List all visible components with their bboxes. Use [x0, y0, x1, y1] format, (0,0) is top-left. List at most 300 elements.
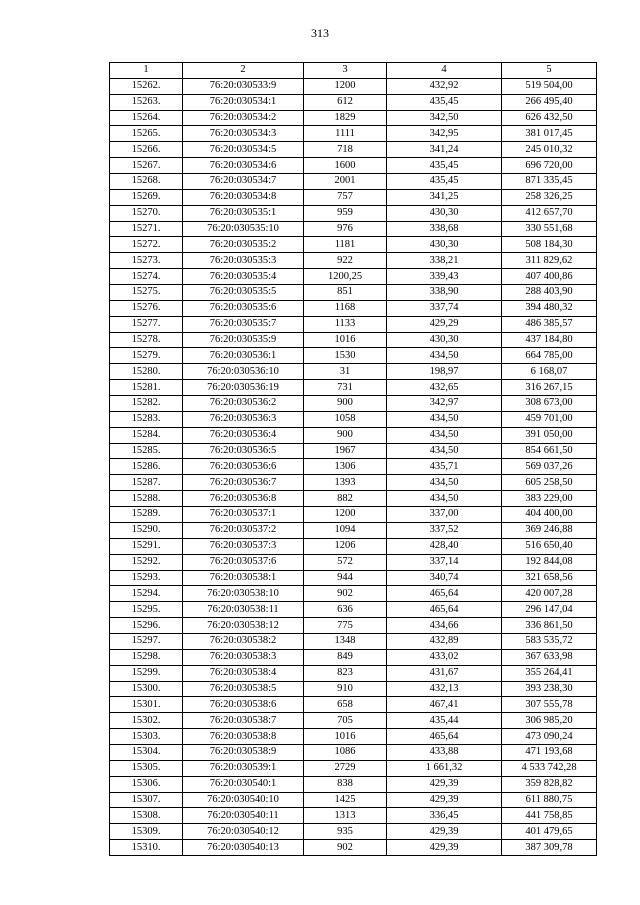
cadastral-number-cell: 76:20:030538:9 [183, 744, 304, 760]
area-cell: 1200,25 [304, 269, 387, 285]
area-cell: 976 [304, 221, 387, 237]
value-cell: 473 090,24 [502, 729, 597, 745]
value-cell: 459 701,00 [502, 411, 597, 427]
column-header-2: 2 [183, 63, 304, 79]
table-row [110, 94, 597, 110]
rate-cell: 434,50 [387, 348, 502, 364]
rate-cell: 338,68 [387, 221, 502, 237]
table-row [110, 78, 597, 94]
cadastral-number-cell: 76:20:030536:19 [183, 380, 304, 396]
area-cell: 1306 [304, 459, 387, 475]
row-number-cell: 15286. [110, 459, 183, 475]
row-number-cell: 15263. [110, 94, 183, 110]
table-row [110, 697, 597, 713]
cadastral-number-cell: 76:20:030538:3 [183, 649, 304, 665]
table-row [110, 522, 597, 538]
row-number-cell: 15287. [110, 475, 183, 491]
row-number-cell: 15271. [110, 221, 183, 237]
value-cell: 404 400,00 [502, 507, 597, 523]
value-cell: 420 007,28 [502, 586, 597, 602]
area-cell: 1348 [304, 633, 387, 649]
rate-cell: 337,14 [387, 554, 502, 570]
row-number-cell: 15277. [110, 316, 183, 332]
rate-cell: 434,50 [387, 443, 502, 459]
area-cell: 1600 [304, 158, 387, 174]
data-table [109, 62, 597, 856]
cadastral-number-cell: 76:20:030538:5 [183, 681, 304, 697]
area-cell: 705 [304, 713, 387, 729]
row-number-cell: 15293. [110, 570, 183, 586]
area-cell: 1200 [304, 507, 387, 523]
area-cell: 1181 [304, 237, 387, 253]
row-number-cell: 15276. [110, 300, 183, 316]
value-cell: 486 385,57 [502, 316, 597, 332]
area-cell: 1425 [304, 792, 387, 808]
value-cell: 367 633,98 [502, 649, 597, 665]
row-number-cell: 15278. [110, 332, 183, 348]
row-number-cell: 15305. [110, 760, 183, 776]
value-cell: 508 184,30 [502, 237, 597, 253]
table-row [110, 364, 597, 380]
rate-cell: 434,50 [387, 411, 502, 427]
value-cell: 471 193,68 [502, 744, 597, 760]
row-number-cell: 15268. [110, 174, 183, 190]
cadastral-number-cell: 76:20:030537:6 [183, 554, 304, 570]
rate-cell: 429,39 [387, 840, 502, 856]
row-number-cell: 15304. [110, 744, 183, 760]
value-cell: 307 555,78 [502, 697, 597, 713]
area-cell: 922 [304, 253, 387, 269]
table-row [110, 427, 597, 443]
rate-cell: 336,45 [387, 808, 502, 824]
table-row [110, 760, 597, 776]
table-row [110, 633, 597, 649]
value-cell: 192 844,08 [502, 554, 597, 570]
value-cell: 387 309,78 [502, 840, 597, 856]
rate-cell: 432,89 [387, 633, 502, 649]
rate-cell: 429,29 [387, 316, 502, 332]
row-number-cell: 15309. [110, 824, 183, 840]
table-row [110, 618, 597, 634]
cadastral-number-cell: 76:20:030534:2 [183, 110, 304, 126]
area-cell: 1094 [304, 522, 387, 538]
table-row [110, 713, 597, 729]
table-row [110, 649, 597, 665]
cadastral-number-cell: 76:20:030535:3 [183, 253, 304, 269]
cadastral-number-cell: 76:20:030535:4 [183, 269, 304, 285]
table-row [110, 205, 597, 221]
area-cell: 902 [304, 840, 387, 856]
rate-cell: 337,00 [387, 507, 502, 523]
area-cell: 902 [304, 586, 387, 602]
table-row [110, 554, 597, 570]
rate-cell: 432,65 [387, 380, 502, 396]
table-row [110, 221, 597, 237]
row-number-cell: 15282. [110, 396, 183, 412]
value-cell: 258 326,25 [502, 189, 597, 205]
cadastral-number-cell: 76:20:030535:7 [183, 316, 304, 332]
table-row [110, 475, 597, 491]
cadastral-number-cell: 76:20:030535:5 [183, 285, 304, 301]
cadastral-number-cell: 76:20:030534:6 [183, 158, 304, 174]
rate-cell: 198,97 [387, 364, 502, 380]
area-cell: 1206 [304, 538, 387, 554]
cadastral-number-cell: 76:20:030536:1 [183, 348, 304, 364]
area-cell: 775 [304, 618, 387, 634]
table-row [110, 237, 597, 253]
value-cell: 321 658,56 [502, 570, 597, 586]
cadastral-number-cell: 76:20:030536:5 [183, 443, 304, 459]
rate-cell: 429,39 [387, 792, 502, 808]
value-cell: 401 479,65 [502, 824, 597, 840]
row-number-cell: 15281. [110, 380, 183, 396]
value-cell: 316 267,15 [502, 380, 597, 396]
row-number-cell: 15300. [110, 681, 183, 697]
table-row [110, 459, 597, 475]
cadastral-number-cell: 76:20:030538:6 [183, 697, 304, 713]
value-cell: 381 017,45 [502, 126, 597, 142]
area-cell: 849 [304, 649, 387, 665]
table-row [110, 174, 597, 190]
cadastral-number-cell: 76:20:030540:12 [183, 824, 304, 840]
cadastral-number-cell: 76:20:030535:9 [183, 332, 304, 348]
cadastral-number-cell: 76:20:030535:6 [183, 300, 304, 316]
cadastral-number-cell: 76:20:030534:3 [183, 126, 304, 142]
area-cell: 1530 [304, 348, 387, 364]
area-cell: 1016 [304, 332, 387, 348]
table-row [110, 824, 597, 840]
row-number-cell: 15298. [110, 649, 183, 665]
area-cell: 572 [304, 554, 387, 570]
area-cell: 2001 [304, 174, 387, 190]
cadastral-number-cell: 76:20:030538:11 [183, 602, 304, 618]
cadastral-number-cell: 76:20:030538:10 [183, 586, 304, 602]
value-cell: 583 535,72 [502, 633, 597, 649]
value-cell: 516 650,40 [502, 538, 597, 554]
value-cell: 605 258,50 [502, 475, 597, 491]
row-number-cell: 15283. [110, 411, 183, 427]
page-number: 313 [311, 26, 329, 40]
column-header-3: 3 [304, 63, 387, 79]
table-row [110, 126, 597, 142]
area-cell: 1967 [304, 443, 387, 459]
cadastral-number-cell: 76:20:030538:2 [183, 633, 304, 649]
rate-cell: 435,45 [387, 94, 502, 110]
rate-cell: 434,50 [387, 427, 502, 443]
rate-cell: 432,13 [387, 681, 502, 697]
rate-cell: 341,25 [387, 189, 502, 205]
row-number-cell: 15310. [110, 840, 183, 856]
cadastral-number-cell: 76:20:030540:10 [183, 792, 304, 808]
cadastral-number-cell: 76:20:030533:9 [183, 78, 304, 94]
table-row [110, 253, 597, 269]
value-cell: 441 758,85 [502, 808, 597, 824]
row-number-cell: 15308. [110, 808, 183, 824]
cadastral-number-cell: 76:20:030536:3 [183, 411, 304, 427]
row-number-cell: 15280. [110, 364, 183, 380]
area-cell: 1829 [304, 110, 387, 126]
value-cell: 664 785,00 [502, 348, 597, 364]
cadastral-number-cell: 76:20:030536:7 [183, 475, 304, 491]
row-number-cell: 15262. [110, 78, 183, 94]
row-number-cell: 15306. [110, 776, 183, 792]
rate-cell: 338,21 [387, 253, 502, 269]
row-number-cell: 15273. [110, 253, 183, 269]
value-cell: 355 264,41 [502, 665, 597, 681]
cadastral-number-cell: 76:20:030538:7 [183, 713, 304, 729]
rate-cell: 432,92 [387, 78, 502, 94]
table-row [110, 269, 597, 285]
value-cell: 369 246,88 [502, 522, 597, 538]
table-row [110, 316, 597, 332]
cadastral-number-cell: 76:20:030538:8 [183, 729, 304, 745]
value-cell: 626 432,50 [502, 110, 597, 126]
row-number-cell: 15267. [110, 158, 183, 174]
rate-cell: 465,64 [387, 602, 502, 618]
area-cell: 1313 [304, 808, 387, 824]
table-row [110, 285, 597, 301]
table-row [110, 681, 597, 697]
value-cell: 311 829,62 [502, 253, 597, 269]
row-number-cell: 15290. [110, 522, 183, 538]
table-header-row [110, 63, 597, 79]
area-cell: 731 [304, 380, 387, 396]
rate-cell: 342,97 [387, 396, 502, 412]
value-cell: 871 335,45 [502, 174, 597, 190]
value-cell: 412 657,70 [502, 205, 597, 221]
rate-cell: 341,24 [387, 142, 502, 158]
value-cell: 6 168,07 [502, 364, 597, 380]
table-row [110, 110, 597, 126]
cadastral-number-cell: 76:20:030534:1 [183, 94, 304, 110]
area-cell: 612 [304, 94, 387, 110]
cadastral-number-cell: 76:20:030536:6 [183, 459, 304, 475]
rate-cell: 428,40 [387, 538, 502, 554]
table-row [110, 570, 597, 586]
area-cell: 1200 [304, 78, 387, 94]
rate-cell: 467,41 [387, 697, 502, 713]
area-cell: 1133 [304, 316, 387, 332]
row-number-cell: 15307. [110, 792, 183, 808]
rate-cell: 435,44 [387, 713, 502, 729]
table-row [110, 744, 597, 760]
table-row [110, 586, 597, 602]
table-row [110, 332, 597, 348]
cadastral-number-cell: 76:20:030536:4 [183, 427, 304, 443]
area-cell: 935 [304, 824, 387, 840]
rate-cell: 431,67 [387, 665, 502, 681]
area-cell: 1086 [304, 744, 387, 760]
cadastral-number-cell: 76:20:030537:2 [183, 522, 304, 538]
cadastral-number-cell: 76:20:030534:8 [183, 189, 304, 205]
table-row [110, 792, 597, 808]
rate-cell: 434,50 [387, 491, 502, 507]
column-header-4: 4 [387, 63, 502, 79]
row-number-cell: 15295. [110, 602, 183, 618]
area-cell: 838 [304, 776, 387, 792]
row-number-cell: 15299. [110, 665, 183, 681]
area-cell: 636 [304, 602, 387, 618]
row-number-cell: 15294. [110, 586, 183, 602]
value-cell: 308 673,00 [502, 396, 597, 412]
table-row [110, 300, 597, 316]
cadastral-number-cell: 76:20:030535:10 [183, 221, 304, 237]
column-header-1: 1 [110, 63, 183, 79]
row-number-cell: 15302. [110, 713, 183, 729]
area-cell: 959 [304, 205, 387, 221]
area-cell: 31 [304, 364, 387, 380]
area-cell: 1111 [304, 126, 387, 142]
table-row [110, 158, 597, 174]
value-cell: 4 533 742,28 [502, 760, 597, 776]
cadastral-number-cell: 76:20:030538:12 [183, 618, 304, 634]
rate-cell: 342,95 [387, 126, 502, 142]
area-cell: 658 [304, 697, 387, 713]
table-row [110, 491, 597, 507]
rate-cell: 465,64 [387, 729, 502, 745]
area-cell: 900 [304, 396, 387, 412]
area-cell: 1393 [304, 475, 387, 491]
row-number-cell: 15303. [110, 729, 183, 745]
table-row [110, 396, 597, 412]
value-cell: 854 661,50 [502, 443, 597, 459]
cadastral-number-cell: 76:20:030534:7 [183, 174, 304, 190]
rate-cell: 434,50 [387, 475, 502, 491]
value-cell: 696 720,00 [502, 158, 597, 174]
row-number-cell: 15292. [110, 554, 183, 570]
table-row [110, 840, 597, 856]
cadastral-number-cell: 76:20:030537:1 [183, 507, 304, 523]
area-cell: 910 [304, 681, 387, 697]
area-cell: 944 [304, 570, 387, 586]
table-row [110, 142, 597, 158]
row-number-cell: 15275. [110, 285, 183, 301]
value-cell: 306 985,20 [502, 713, 597, 729]
row-number-cell: 15301. [110, 697, 183, 713]
table-row [110, 411, 597, 427]
rate-cell: 430,30 [387, 332, 502, 348]
rate-cell: 1 661,32 [387, 760, 502, 776]
rate-cell: 465,64 [387, 586, 502, 602]
table-row [110, 380, 597, 396]
row-number-cell: 15279. [110, 348, 183, 364]
table-row [110, 808, 597, 824]
value-cell: 391 050,00 [502, 427, 597, 443]
value-cell: 266 495,40 [502, 94, 597, 110]
rate-cell: 435,45 [387, 158, 502, 174]
value-cell: 611 880,75 [502, 792, 597, 808]
cadastral-number-cell: 76:20:030535:2 [183, 237, 304, 253]
value-cell: 437 184,80 [502, 332, 597, 348]
table-row [110, 189, 597, 205]
cadastral-number-cell: 76:20:030540:11 [183, 808, 304, 824]
value-cell: 394 480,32 [502, 300, 597, 316]
value-cell: 359 828,82 [502, 776, 597, 792]
rate-cell: 339,43 [387, 269, 502, 285]
row-number-cell: 15288. [110, 491, 183, 507]
area-cell: 851 [304, 285, 387, 301]
area-cell: 900 [304, 427, 387, 443]
row-number-cell: 15296. [110, 618, 183, 634]
cadastral-number-cell: 76:20:030539:1 [183, 760, 304, 776]
value-cell: 288 403,90 [502, 285, 597, 301]
table-body [110, 78, 597, 855]
table-row [110, 776, 597, 792]
value-cell: 407 400,86 [502, 269, 597, 285]
rate-cell: 433,88 [387, 744, 502, 760]
value-cell: 383 229,00 [502, 491, 597, 507]
rate-cell: 433,02 [387, 649, 502, 665]
rate-cell: 430,30 [387, 237, 502, 253]
table-row [110, 348, 597, 364]
cadastral-number-cell: 76:20:030535:1 [183, 205, 304, 221]
rate-cell: 337,52 [387, 522, 502, 538]
cadastral-number-cell: 76:20:030536:8 [183, 491, 304, 507]
row-number-cell: 15264. [110, 110, 183, 126]
cadastral-number-cell: 76:20:030536:2 [183, 396, 304, 412]
cadastral-number-cell: 76:20:030534:5 [183, 142, 304, 158]
column-header-5: 5 [502, 63, 597, 79]
cadastral-number-cell: 76:20:030540:13 [183, 840, 304, 856]
value-cell: 330 551,68 [502, 221, 597, 237]
value-cell: 336 861,50 [502, 618, 597, 634]
table-row [110, 507, 597, 523]
row-number-cell: 15285. [110, 443, 183, 459]
row-number-cell: 15297. [110, 633, 183, 649]
area-cell: 757 [304, 189, 387, 205]
value-cell: 393 238,30 [502, 681, 597, 697]
row-number-cell: 15291. [110, 538, 183, 554]
row-number-cell: 15265. [110, 126, 183, 142]
area-cell: 882 [304, 491, 387, 507]
area-cell: 1168 [304, 300, 387, 316]
area-cell: 718 [304, 142, 387, 158]
value-cell: 296 147,04 [502, 602, 597, 618]
row-number-cell: 15266. [110, 142, 183, 158]
value-cell: 245 010,32 [502, 142, 597, 158]
rate-cell: 429,39 [387, 824, 502, 840]
area-cell: 1016 [304, 729, 387, 745]
value-cell: 519 504,00 [502, 78, 597, 94]
row-number-cell: 15269. [110, 189, 183, 205]
cadastral-number-cell: 76:20:030540:1 [183, 776, 304, 792]
table-row [110, 665, 597, 681]
rate-cell: 435,45 [387, 174, 502, 190]
cadastral-number-cell: 76:20:030537:3 [183, 538, 304, 554]
area-cell: 1058 [304, 411, 387, 427]
table-row [110, 602, 597, 618]
rate-cell: 434,66 [387, 618, 502, 634]
cadastral-number-cell: 76:20:030536:10 [183, 364, 304, 380]
row-number-cell: 15289. [110, 507, 183, 523]
rate-cell: 337,74 [387, 300, 502, 316]
area-cell: 823 [304, 665, 387, 681]
rate-cell: 340,74 [387, 570, 502, 586]
rate-cell: 429,39 [387, 776, 502, 792]
value-cell: 569 037,26 [502, 459, 597, 475]
rate-cell: 338,90 [387, 285, 502, 301]
cadastral-number-cell: 76:20:030538:4 [183, 665, 304, 681]
rate-cell: 430,30 [387, 205, 502, 221]
row-number-cell: 15272. [110, 237, 183, 253]
rate-cell: 342,50 [387, 110, 502, 126]
row-number-cell: 15284. [110, 427, 183, 443]
row-number-cell: 15274. [110, 269, 183, 285]
table-row [110, 443, 597, 459]
cadastral-number-cell: 76:20:030538:1 [183, 570, 304, 586]
rate-cell: 435,71 [387, 459, 502, 475]
table-row [110, 538, 597, 554]
